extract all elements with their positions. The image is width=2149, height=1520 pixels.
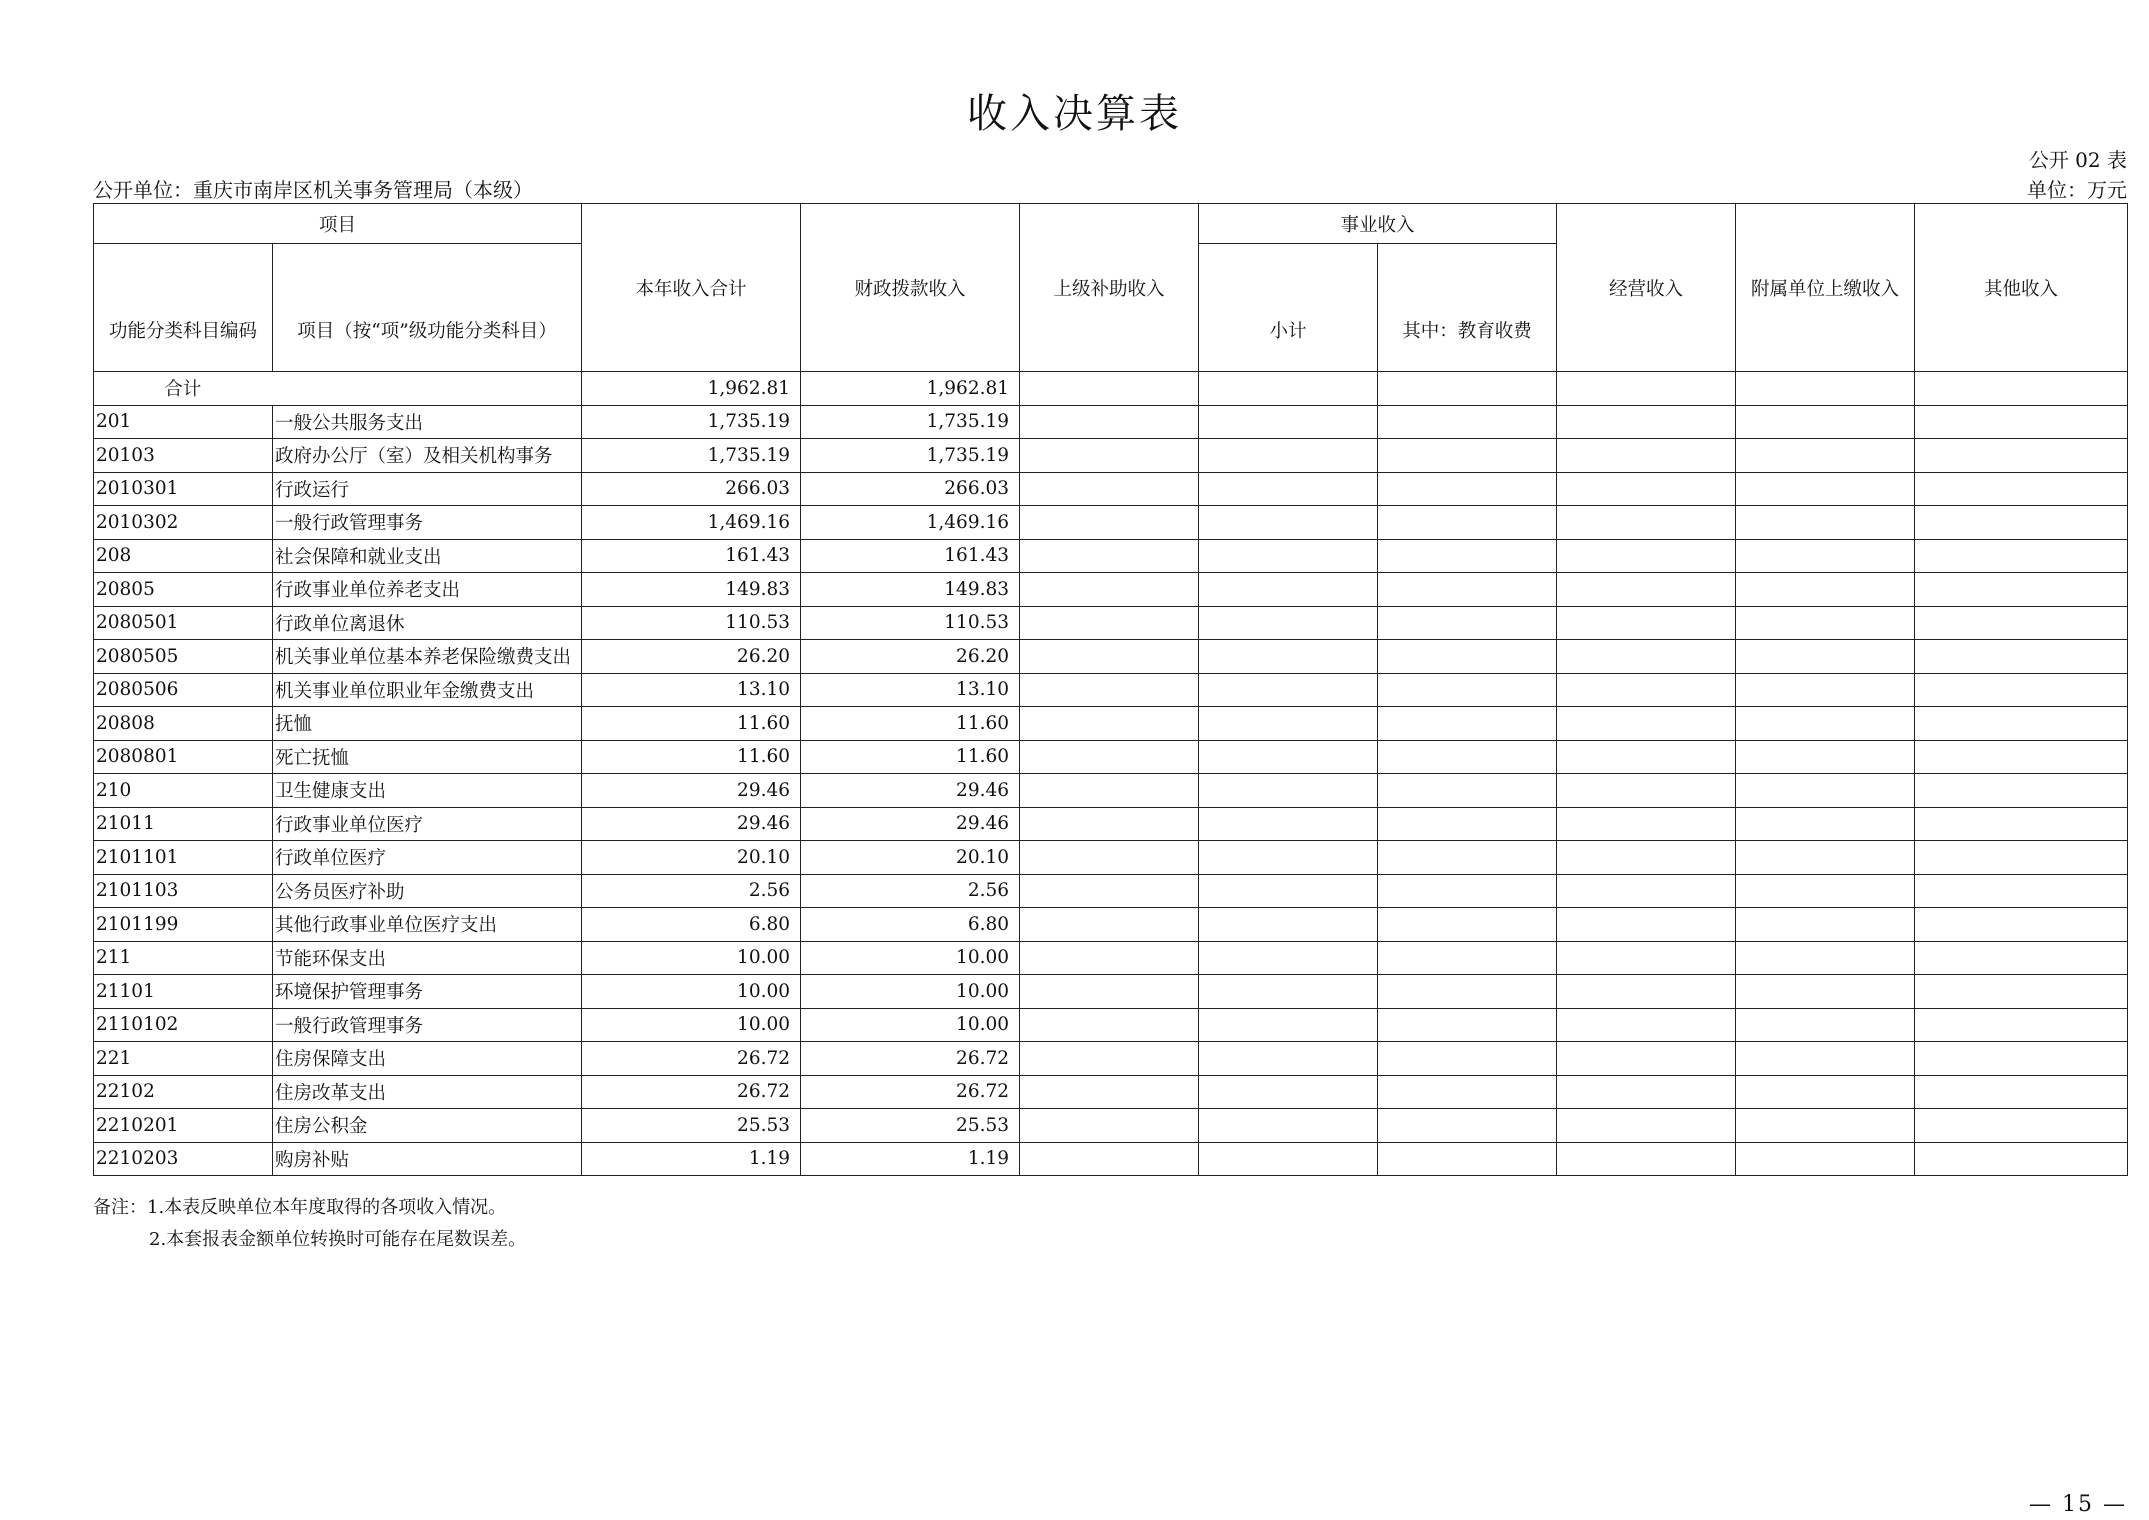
- empty-cell: [1199, 740, 1378, 774]
- empty-cell: [1915, 908, 2128, 942]
- row-total: 11.60: [582, 707, 801, 741]
- empty-cell: [1199, 807, 1378, 841]
- empty-cell: [1736, 405, 1915, 439]
- row-name: 购房补贴: [273, 1142, 582, 1176]
- row-code: 208: [94, 539, 273, 573]
- row-code: 2010302: [94, 506, 273, 540]
- empty-cell: [1557, 573, 1736, 607]
- row-name: 行政单位离退休: [273, 606, 582, 640]
- header-total: 本年收入合计: [582, 204, 801, 372]
- table-row: [94, 1109, 2128, 1143]
- empty-cell: [1020, 740, 1199, 774]
- row-name: 环境保护管理事务: [273, 975, 582, 1009]
- empty-cell: [1557, 1075, 1736, 1109]
- row-code: 2101199: [94, 908, 273, 942]
- row-total: 1,469.16: [582, 506, 801, 540]
- row-fiscal: 20.10: [801, 841, 1020, 875]
- empty-cell: [1915, 1008, 2128, 1042]
- empty-cell: [1378, 874, 1557, 908]
- table-row: [94, 506, 2128, 540]
- row-code: 201: [94, 405, 273, 439]
- row-name: 住房改革支出: [273, 1075, 582, 1109]
- row-total: 26.72: [582, 1075, 801, 1109]
- row-fiscal: 11.60: [801, 707, 1020, 741]
- empty-cell: [1199, 874, 1378, 908]
- empty-cell: [1199, 774, 1378, 808]
- empty-cell: [1378, 439, 1557, 473]
- empty-cell: [1557, 975, 1736, 1009]
- empty-cell: [1020, 807, 1199, 841]
- row-code: 2110102: [94, 1008, 273, 1042]
- empty-cell: [1378, 372, 1557, 406]
- row-fiscal: 10.00: [801, 941, 1020, 975]
- empty-cell: [1199, 1075, 1378, 1109]
- row-code: 2101101: [94, 841, 273, 875]
- row-fiscal: 266.03: [801, 472, 1020, 506]
- table-row: [94, 673, 2128, 707]
- table-row: [94, 606, 2128, 640]
- row-fiscal: 10.00: [801, 975, 1020, 1009]
- row-total: 110.53: [582, 606, 801, 640]
- row-total: 26.72: [582, 1042, 801, 1076]
- empty-cell: [1915, 439, 2128, 473]
- empty-cell: [1378, 1142, 1557, 1176]
- table-row: [94, 1008, 2128, 1042]
- empty-cell: [1378, 807, 1557, 841]
- empty-cell: [1736, 1042, 1915, 1076]
- empty-cell: [1020, 439, 1199, 473]
- empty-cell: [1199, 1109, 1378, 1143]
- row-fiscal: 1,735.19: [801, 439, 1020, 473]
- empty-cell: [1736, 774, 1915, 808]
- empty-cell: [1020, 1075, 1199, 1109]
- row-name: 卫生健康支出: [273, 774, 582, 808]
- row-code: 21011: [94, 807, 273, 841]
- empty-cell: [1915, 372, 2128, 406]
- row-fiscal: 149.83: [801, 573, 1020, 607]
- empty-cell: [1915, 1109, 2128, 1143]
- table-row: [94, 405, 2128, 439]
- row-code: 2010301: [94, 472, 273, 506]
- empty-cell: [1557, 807, 1736, 841]
- empty-cell: [1736, 1008, 1915, 1042]
- empty-cell: [1557, 1109, 1736, 1143]
- empty-cell: [1915, 941, 2128, 975]
- empty-cell: [1557, 1008, 1736, 1042]
- income-table: [93, 203, 2128, 1176]
- empty-cell: [1736, 874, 1915, 908]
- row-fiscal: 13.10: [801, 673, 1020, 707]
- total-value: 1,962.81: [582, 372, 801, 406]
- empty-cell: [1199, 1142, 1378, 1176]
- table-row: [94, 841, 2128, 875]
- empty-cell: [1915, 740, 2128, 774]
- empty-cell: [1020, 506, 1199, 540]
- row-name: 机关事业单位基本养老保险缴费支出: [273, 640, 582, 674]
- row-total: 6.80: [582, 908, 801, 942]
- empty-cell: [1736, 941, 1915, 975]
- empty-cell: [1020, 539, 1199, 573]
- row-name: 公务员医疗补助: [273, 874, 582, 908]
- empty-cell: [1915, 975, 2128, 1009]
- empty-cell: [1736, 606, 1915, 640]
- empty-cell: [1557, 439, 1736, 473]
- empty-cell: [1020, 372, 1199, 406]
- empty-cell: [1020, 472, 1199, 506]
- row-fiscal: 1,469.16: [801, 506, 1020, 540]
- row-name: 一般行政管理事务: [273, 1008, 582, 1042]
- row-fiscal: 1.19: [801, 1142, 1020, 1176]
- empty-cell: [1378, 774, 1557, 808]
- empty-cell: [1378, 673, 1557, 707]
- row-total: 1.19: [582, 1142, 801, 1176]
- row-total: 25.53: [582, 1109, 801, 1143]
- row-name: 住房保障支出: [273, 1042, 582, 1076]
- row-total: 11.60: [582, 740, 801, 774]
- empty-cell: [1736, 573, 1915, 607]
- empty-cell: [1915, 874, 2128, 908]
- row-code: 211: [94, 941, 273, 975]
- empty-cell: [1915, 1075, 2128, 1109]
- row-code: 2080801: [94, 740, 273, 774]
- row-code: 21101: [94, 975, 273, 1009]
- empty-cell: [1020, 606, 1199, 640]
- table-row: [94, 908, 2128, 942]
- total-label: 合计: [273, 372, 582, 406]
- empty-cell: [1378, 908, 1557, 942]
- row-name: 一般行政管理事务: [273, 506, 582, 540]
- empty-cell: [1020, 1008, 1199, 1042]
- row-fiscal: 10.00: [801, 1008, 1020, 1042]
- header-business: 经营收入: [1557, 204, 1736, 372]
- header-subtotal: 小计: [1199, 244, 1378, 372]
- empty-cell: [1915, 841, 2128, 875]
- row-code: 20103: [94, 439, 273, 473]
- row-name: 行政运行: [273, 472, 582, 506]
- table-row: [94, 807, 2128, 841]
- empty-cell: [1378, 573, 1557, 607]
- table-row: [94, 874, 2128, 908]
- empty-cell: [1915, 807, 2128, 841]
- empty-cell: [1378, 1042, 1557, 1076]
- header-func-name: 项目（按“项”级功能分类科目）: [273, 244, 582, 372]
- table-row: [94, 975, 2128, 1009]
- total-fiscal: 1,962.81: [801, 372, 1020, 406]
- row-name: 机关事业单位职业年金缴费支出: [273, 673, 582, 707]
- empty-cell: [1736, 539, 1915, 573]
- row-total: 1,735.19: [582, 405, 801, 439]
- empty-cell: [1020, 941, 1199, 975]
- empty-cell: [1199, 472, 1378, 506]
- row-code: 2101103: [94, 874, 273, 908]
- row-name: 社会保障和就业支出: [273, 539, 582, 573]
- empty-cell: [1199, 539, 1378, 573]
- empty-cell: [1915, 606, 2128, 640]
- empty-cell: [1736, 640, 1915, 674]
- row-fiscal: 161.43: [801, 539, 1020, 573]
- empty-cell: [1915, 1142, 2128, 1176]
- row-total: 10.00: [582, 975, 801, 1009]
- empty-cell: [1378, 975, 1557, 1009]
- row-name: 一般公共服务支出: [273, 405, 582, 439]
- row-name: 抚恤: [273, 707, 582, 741]
- empty-cell: [1557, 874, 1736, 908]
- empty-cell: [1557, 908, 1736, 942]
- row-name: 死亡抚恤: [273, 740, 582, 774]
- row-total: 29.46: [582, 807, 801, 841]
- empty-cell: [1020, 573, 1199, 607]
- row-name: 行政单位医疗: [273, 841, 582, 875]
- empty-cell: [1020, 405, 1199, 439]
- empty-cell: [1915, 774, 2128, 808]
- empty-cell: [1378, 941, 1557, 975]
- row-code: 2080505: [94, 640, 273, 674]
- empty-cell: [1736, 439, 1915, 473]
- empty-cell: [1199, 941, 1378, 975]
- row-code: 20805: [94, 573, 273, 607]
- empty-cell: [1020, 1042, 1199, 1076]
- empty-cell: [1378, 506, 1557, 540]
- row-fiscal: 6.80: [801, 908, 1020, 942]
- row-total: 161.43: [582, 539, 801, 573]
- header-edu: 其中：教育收费: [1378, 244, 1557, 372]
- row-fiscal: 2.56: [801, 874, 1020, 908]
- row-total: 26.20: [582, 640, 801, 674]
- empty-cell: [1736, 707, 1915, 741]
- empty-cell: [1020, 1109, 1199, 1143]
- row-code: 2210201: [94, 1109, 273, 1143]
- table-row: [94, 539, 2128, 573]
- header-fiscal: 财政拨款收入: [801, 204, 1020, 372]
- empty-cell: [1199, 372, 1378, 406]
- empty-cell: [1736, 1109, 1915, 1143]
- empty-cell: [1199, 640, 1378, 674]
- row-fiscal: 29.46: [801, 807, 1020, 841]
- row-fiscal: 26.72: [801, 1075, 1020, 1109]
- table-row: [94, 707, 2128, 741]
- empty-cell: [1199, 405, 1378, 439]
- empty-cell: [1557, 1142, 1736, 1176]
- row-total: 29.46: [582, 774, 801, 808]
- row-fiscal: 25.53: [801, 1109, 1020, 1143]
- row-name: 政府办公厅（室）及相关机构事务: [273, 439, 582, 473]
- empty-cell: [1557, 606, 1736, 640]
- empty-cell: [1020, 1142, 1199, 1176]
- row-fiscal: 26.72: [801, 1042, 1020, 1076]
- empty-cell: [1020, 874, 1199, 908]
- empty-cell: [1915, 640, 2128, 674]
- empty-cell: [1199, 1008, 1378, 1042]
- empty-cell: [1199, 908, 1378, 942]
- empty-cell: [1199, 673, 1378, 707]
- table-row: [94, 1075, 2128, 1109]
- row-fiscal: 29.46: [801, 774, 1020, 808]
- note-2: 2.本套报表金额单位转换时可能存在尾数误差。: [149, 1229, 527, 1250]
- row-total: 13.10: [582, 673, 801, 707]
- empty-cell: [1199, 975, 1378, 1009]
- empty-cell: [1020, 774, 1199, 808]
- empty-cell: [1557, 673, 1736, 707]
- page-title: 收入决算表: [967, 91, 1182, 137]
- empty-cell: [1557, 707, 1736, 741]
- row-total: 266.03: [582, 472, 801, 506]
- empty-cell: [1557, 372, 1736, 406]
- empty-cell: [1915, 472, 2128, 506]
- header-func-code: 功能分类科目编码: [94, 244, 273, 372]
- form-number: 公开 02 表: [2028, 148, 2127, 172]
- row-name: 节能环保支出: [273, 941, 582, 975]
- empty-cell: [1020, 707, 1199, 741]
- table-row: [94, 472, 2128, 506]
- page-number: — 15 —: [2029, 1492, 2127, 1517]
- empty-cell: [1199, 573, 1378, 607]
- table-row: [94, 774, 2128, 808]
- empty-cell: [1915, 539, 2128, 573]
- row-code: 2210203: [94, 1142, 273, 1176]
- empty-cell: [1915, 673, 2128, 707]
- empty-cell: [1378, 640, 1557, 674]
- empty-cell: [1378, 606, 1557, 640]
- row-total: 1,735.19: [582, 439, 801, 473]
- empty-cell: [1736, 807, 1915, 841]
- empty-cell: [1736, 740, 1915, 774]
- header-career: 事业收入: [1199, 204, 1557, 244]
- row-total: 149.83: [582, 573, 801, 607]
- table-row: [94, 1042, 2128, 1076]
- empty-cell: [1199, 707, 1378, 741]
- empty-cell: [1378, 405, 1557, 439]
- row-total: 10.00: [582, 941, 801, 975]
- empty-cell: [1557, 941, 1736, 975]
- empty-cell: [1736, 372, 1915, 406]
- empty-cell: [1915, 1042, 2128, 1076]
- row-name: 住房公积金: [273, 1109, 582, 1143]
- empty-cell: [1020, 841, 1199, 875]
- empty-cell: [1378, 1109, 1557, 1143]
- row-code: 2080501: [94, 606, 273, 640]
- empty-cell: [1557, 841, 1736, 875]
- empty-cell: [1736, 673, 1915, 707]
- row-fiscal: 11.60: [801, 740, 1020, 774]
- row-name: 行政事业单位养老支出: [273, 573, 582, 607]
- empty-cell: [1915, 405, 2128, 439]
- empty-cell: [1736, 975, 1915, 1009]
- empty-cell: [1736, 1142, 1915, 1176]
- empty-cell: [1378, 1075, 1557, 1109]
- table-row: [94, 941, 2128, 975]
- row-total: 10.00: [582, 1008, 801, 1042]
- row-code: 210: [94, 774, 273, 808]
- empty-cell: [1557, 640, 1736, 674]
- empty-cell: [1378, 707, 1557, 741]
- header-other: 其他收入: [1915, 204, 2128, 372]
- row-code: 2080506: [94, 673, 273, 707]
- empty-cell: [1199, 1042, 1378, 1076]
- empty-cell: [1915, 707, 2128, 741]
- empty-cell: [1557, 472, 1736, 506]
- row-code: 221: [94, 1042, 273, 1076]
- empty-cell: [1557, 1042, 1736, 1076]
- row-fiscal: 26.20: [801, 640, 1020, 674]
- table-row: [94, 740, 2128, 774]
- header-upper: 上级补助收入: [1020, 204, 1199, 372]
- currency-unit: 单位：万元: [2027, 178, 2127, 202]
- empty-cell: [1199, 439, 1378, 473]
- empty-cell: [1020, 908, 1199, 942]
- empty-cell: [1199, 506, 1378, 540]
- note-1: 备注：1.本表反映单位本年度取得的各项收入情况。: [93, 1197, 507, 1218]
- empty-cell: [1199, 841, 1378, 875]
- empty-cell: [1378, 539, 1557, 573]
- row-total: 20.10: [582, 841, 801, 875]
- empty-cell: [1557, 774, 1736, 808]
- row-name: 其他行政事业单位医疗支出: [273, 908, 582, 942]
- row-code: 22102: [94, 1075, 273, 1109]
- empty-cell: [1557, 405, 1736, 439]
- table-row: [94, 1142, 2128, 1176]
- row-total: 2.56: [582, 874, 801, 908]
- row-code: 20808: [94, 707, 273, 741]
- row-fiscal: 110.53: [801, 606, 1020, 640]
- empty-cell: [1557, 740, 1736, 774]
- row-name: 行政事业单位医疗: [273, 807, 582, 841]
- table-row: [94, 573, 2128, 607]
- empty-cell: [1736, 506, 1915, 540]
- empty-cell: [1378, 472, 1557, 506]
- empty-cell: [1557, 506, 1736, 540]
- empty-cell: [1915, 506, 2128, 540]
- empty-cell: [1378, 1008, 1557, 1042]
- empty-cell: [1736, 472, 1915, 506]
- empty-cell: [1378, 740, 1557, 774]
- empty-cell: [1020, 640, 1199, 674]
- table-row: [94, 640, 2128, 674]
- header-project: 项目: [94, 204, 582, 244]
- row-fiscal: 1,735.19: [801, 405, 1020, 439]
- empty-cell: [1020, 673, 1199, 707]
- reporting-unit: 公开单位：重庆市南岸区机关事务管理局（本级）: [93, 178, 533, 202]
- total-row: [94, 372, 2128, 406]
- empty-cell: [1915, 573, 2128, 607]
- header-affiliate: 附属单位上缴收入: [1736, 204, 1915, 372]
- empty-cell: [1557, 539, 1736, 573]
- empty-cell: [1199, 606, 1378, 640]
- notes: [93, 1192, 526, 1256]
- table-row: [94, 439, 2128, 473]
- empty-cell: [1736, 841, 1915, 875]
- empty-cell: [1736, 1075, 1915, 1109]
- empty-cell: [1736, 908, 1915, 942]
- empty-cell: [1020, 975, 1199, 1009]
- empty-cell: [1378, 841, 1557, 875]
